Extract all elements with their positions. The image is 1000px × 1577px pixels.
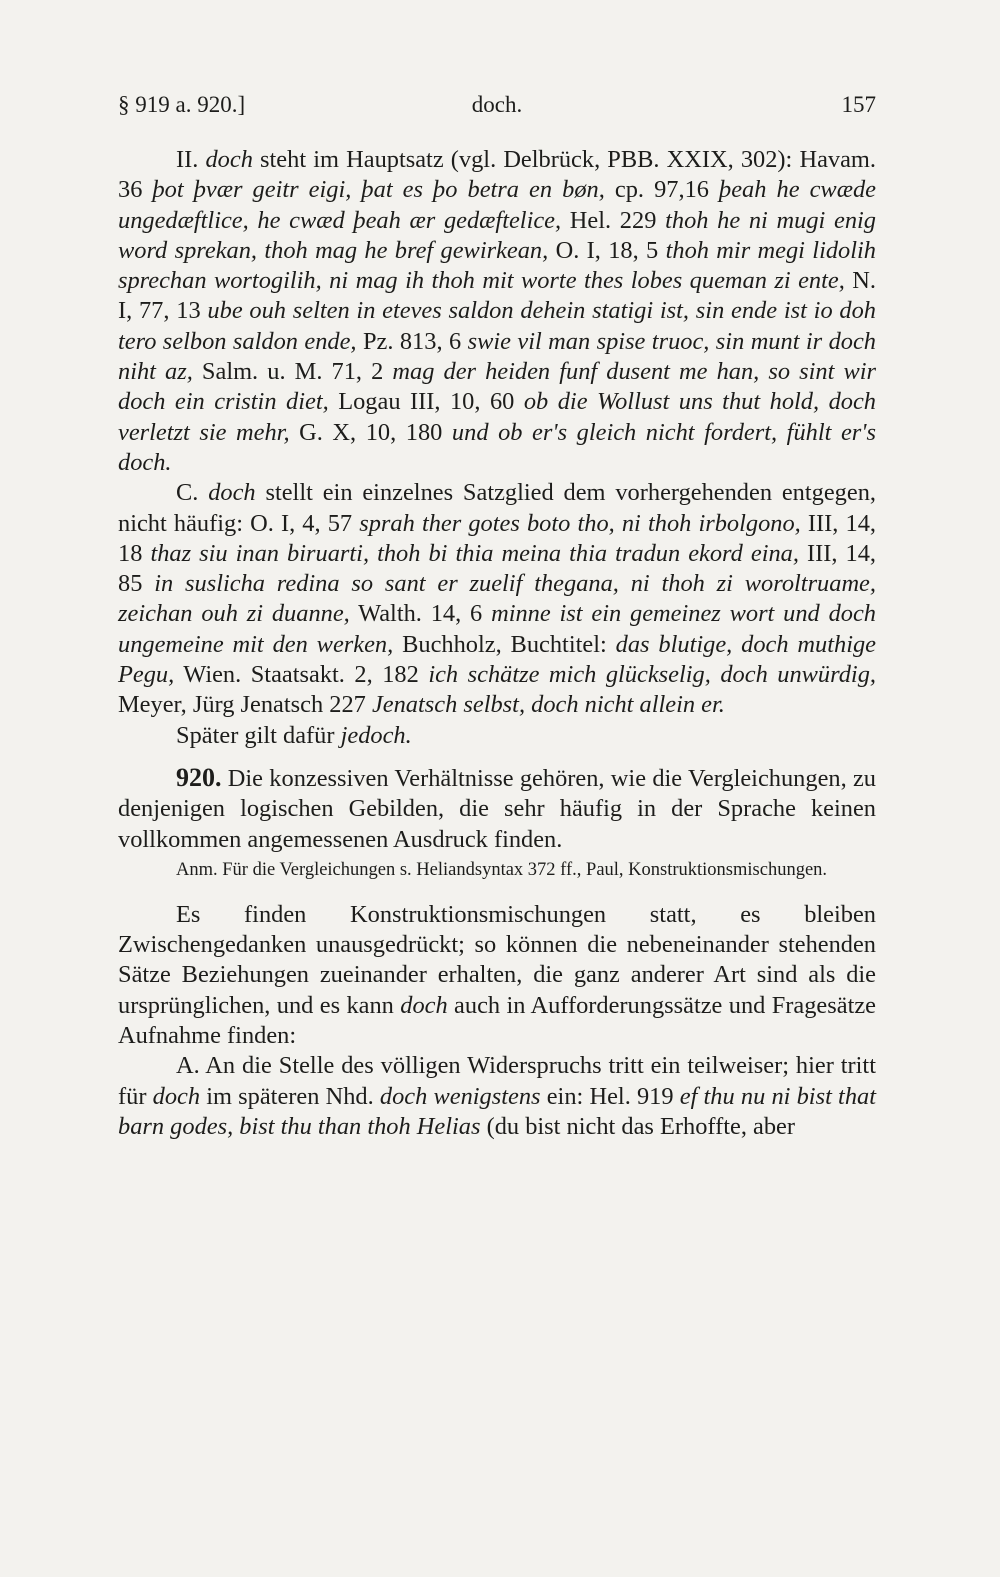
section-ii-paragraph: II. doch steht im Hauptsatz (vgl. Delbrück, PBB. XXIX, 302): Havam. 36 þot þvær geitr eigi, þat es þo betra en bøn, cp. 97,16 þeah he cwæde ungedæftlice, he cwæd þeah ær gedæftelice, Hel. 229 thoh he ni mugi enig word sprekan, thoh mag he bref gewirkean, O. I, 18, 5 thoh mir megi lidolih sprechan wortogilih, ni mag ih thoh mit worte thes lobes queman zi ente, N. I, 77, 13 ube ouh selten in eteves saldon dehein statigi ist, sin ende ist io doh tero selbon saldon ende, Pz. 813, 6 swie vil man spise truoc, sin munt ir doch niht az, Salm. u. M. 71, 2 mag der heiden funf dusent me han, so sint wir doch ein cristin diet, Logau III, 10, 60 ob die Wollust uns thut hold, doch verletzt sie mehr, G. X, 10, 180 und ob er's gleich nicht fordert, fühlt er's doch.: [118, 146, 877, 476]
italic-citation: Jenatsch selbst, doch nicht allein er.: [371, 691, 725, 719]
italic-citation: swie vil man spise truoc, sin munt ir doch niht az,: [118, 327, 877, 386]
italic-citation: þot þvær geitr eigi, þat es þo betra en bøn,: [152, 176, 605, 204]
italic-citation: mag der heiden funf dusent me han, so sint wir doch ein cristin diet,: [118, 358, 877, 416]
annotation-note: Anm. Für die Vergleichungen s. Heliandsyntax 372 ff., Paul, Konstruktionsmischungen.: [176, 859, 828, 880]
italic-citation: doch: [208, 479, 256, 507]
section-920-a-paragraph: A. An die Stelle des völligen Widerspruchs tritt ein teilweiser; hier tritt für doch im späteren Nhd. doch wenigstens ein: Hel. 919 ef thu nu ni bist that barn godes, bist thu than thoh Helias (du bist nicht das Erhoffte, aber: [118, 1052, 876, 1140]
section-c-paragraph: C. doch stellt ein einzelnes Satzglied dem vorhergehenden entgegen, nicht häufig: O. I, 4, 57 sprah ther gotes boto tho, ni thoh irbolgono, III, 14, 18 thaz siu inan biruarti, thoh bi thia meina thia tradun ekord eina, III, 14, 85 in suslicha redina so sant er zuelif thegana, ni thoh zi woroltruame, zeichan ouh zi duanne, Walth. 14, 6 minne ist ein gemeinez wort und doch ungemeine mit den werken, Buchholz, Buchtitel: das blutige, doch muthige Pegu, Wien. Staatsakt. 2, 182 ich schätze mich glückselig, doch unwürdig, Meyer, Jürg Jenatsch 227 Jenatsch selbst, doch nicht allein er.: [118, 479, 876, 719]
running-title: doch.: [471, 92, 523, 117]
italic-citation: doch wenigstens: [379, 1082, 541, 1110]
italic-citation: doch: [205, 146, 253, 173]
section-920-text: Die konzessiven Verhältnisse gehören, wie die Vergleichungen, zu denjenigen logischen Gebilden, die sehr häufig in der Sprache keinen vollkommen angemessenen Ausdruck finden.: [118, 764, 876, 853]
section-number: 920.: [176, 762, 222, 792]
italic-citation: sprah ther gotes boto tho, ni thoh irbolgono,: [359, 509, 801, 537]
italic-citation: doch: [152, 1082, 201, 1110]
section-920-second-paragraph: Es finden Konstruktionsmischungen statt, es bleiben Zwischengedanken unausgedrückt; so können die nebeneinander stehenden Sätze Beziehungen zueinander erhalten, die ganz anderer Art sind als die ursprünglichen, und es kann doch auch in Aufforderungssätze und Fragesätze Aufnahme finden:: [118, 900, 876, 1050]
italic-citation: und ob er's gleich nicht fordert, fühlt er's doch.: [118, 418, 876, 476]
italic-citation: in suslicha redina so sant er zuelif thegana, ni thoh zi woroltruame, zeichan ouh zi duanne,: [118, 570, 876, 628]
italic-citation: doch: [400, 991, 448, 1019]
page-number: 157: [841, 92, 876, 117]
italic-citation: ef thu nu ni bist that barn godes, bist thu than thoh Helias: [118, 1082, 876, 1140]
page-body: [118, 145, 876, 1142]
italic-citation: thoh mir megi lidolih sprechan wortogilih, ni mag ih thoh mit worte thes lobes queman zi ente,: [118, 236, 876, 295]
section-920-paragraph: [118, 763, 876, 855]
italic-citation: ich schätze mich glückselig, doch unwürdig,: [428, 661, 876, 689]
italic-citation: þeah he cwæde ungedæftlice, he cwæd þeah ær gedæftelice,: [118, 176, 876, 234]
italic-citation: thaz siu inan biruarti, thoh bi thia meina thia tradun ekord eina,: [150, 539, 799, 567]
section-reference: § 919 a. 920.]: [118, 92, 246, 117]
italic-citation: das blutige, doch muthige Pegu,: [118, 630, 876, 689]
italic-citation: ube ouh selten in eteves saldon dehein statigi ist, sin ende ist io doh tero selbon saldon ende,: [118, 297, 876, 355]
italic-citation: ob die Wollust uns thut hold, doch verletzt sie mehr,: [118, 388, 876, 446]
italic-citation: thoh he ni mugi enig word sprekan, thoh mag he bref gewirkean,: [118, 206, 876, 264]
italic-citation: jedoch.: [340, 721, 412, 749]
italic-citation: minne ist ein gemeinez wort und doch ungemeine mit den werken,: [118, 600, 876, 658]
section-c-later-note: Später gilt dafür jedoch.: [176, 721, 412, 749]
running-header: [118, 92, 876, 128]
